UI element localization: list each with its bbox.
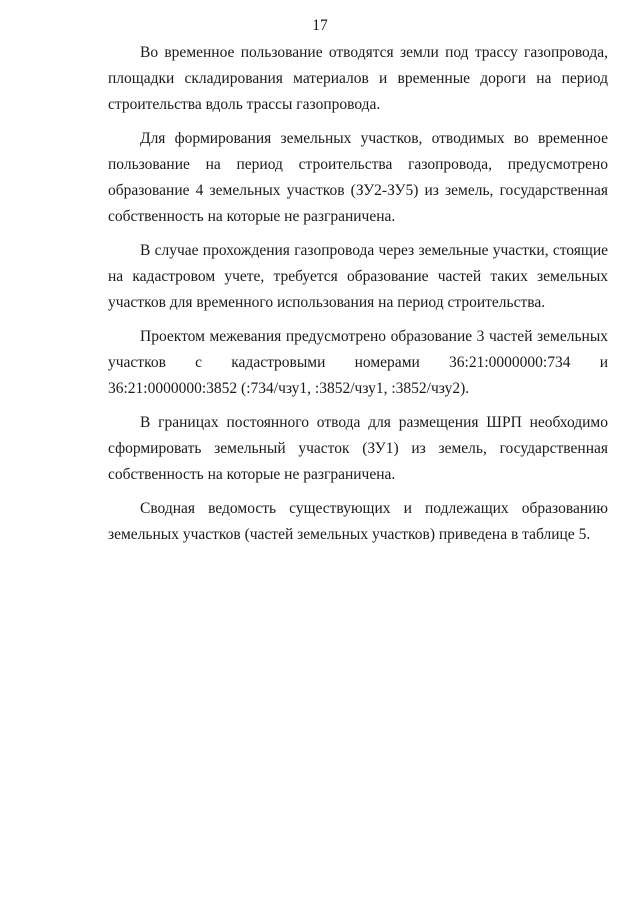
paragraph-cadastral-parts: В случае прохождения газопровода через земельные участки, стоящие на кадастровом учете, требуется образование частей таких земельных участков для временного использования на период строительства. <box>108 242 608 311</box>
paragraph-temporary-use: Во временное пользование отводятся земли под трассу газопровода, площадки складирования материалов и временные дороги на период строительства вдоль трассы газопровода. <box>108 44 608 113</box>
body-text <box>108 40 608 556</box>
paragraph-summary-table-ref: Сводная ведомость существующих и подлежащих образованию земельных участков (частей земельных участков) приведена в таблице 5. <box>108 500 608 543</box>
paragraph-land-formation: Для формирования земельных участков, отводимых во временное пользование на период строительства газопровода, предусмотрено образование 4 земельных участков (ЗУ2-ЗУ5) из земель, государственная собственность на которые не разграничена. <box>108 130 608 225</box>
paragraph-survey-project: Проектом межевания предусмотрено образование 3 частей земельных участков с кадастровыми номерами 36:21:0000000:734 и 36:21:0000000:3852 (:734/чзу1, :3852/чзу1, :3852/чзу2). <box>108 328 608 397</box>
paragraph-permanent-allotment: В границах постоянного отвода для размещения ШРП необходимо сформировать земельный участок (ЗУ1) из земель, государственная собственность на которые не разграничена. <box>108 414 608 483</box>
page-number: 17 <box>312 17 328 34</box>
